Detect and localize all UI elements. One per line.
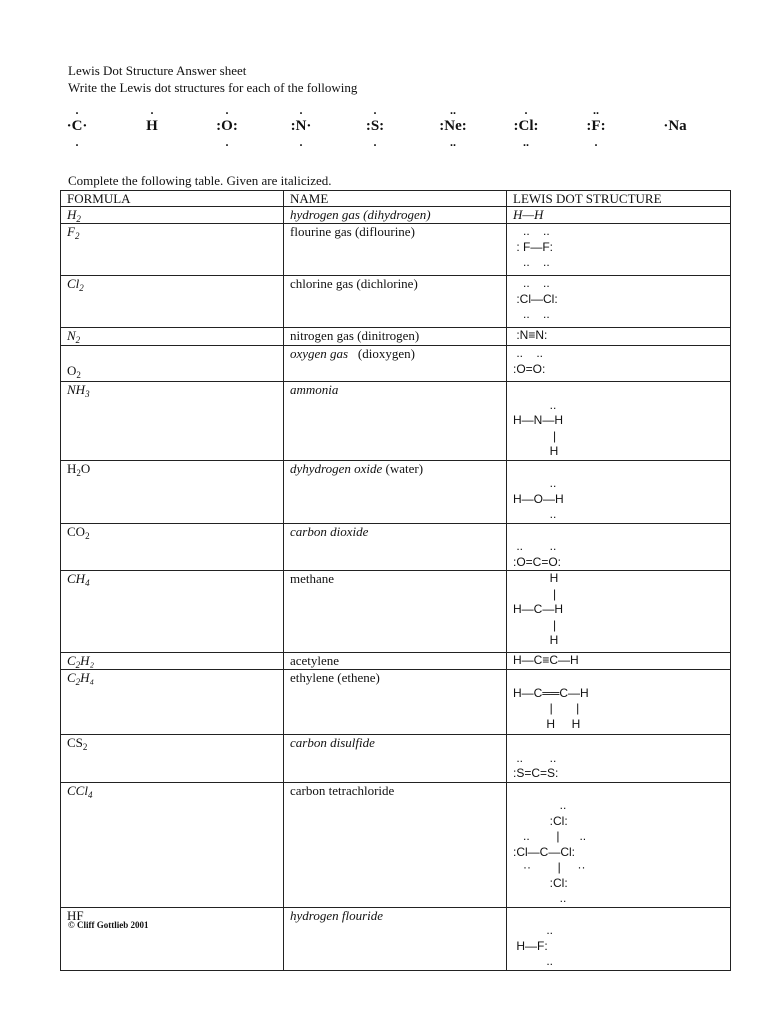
formula-main: CO (67, 523, 86, 539)
name-cell: carbon dioxide (284, 523, 507, 571)
formula-cell (61, 735, 284, 783)
element-symbol: :O: (216, 118, 238, 134)
formula-tail: H₂ (80, 653, 95, 668)
table-row (61, 460, 731, 523)
name-cell: flourine gas (diflourine) (284, 224, 507, 276)
lewis-structure: .. H—O—H .. (513, 476, 564, 521)
element-dots-top: . (524, 103, 528, 117)
table-row (61, 328, 731, 346)
formula-cell (61, 382, 284, 461)
formula-main: CH (67, 571, 86, 586)
formula-sub: 2 (75, 677, 81, 687)
formula-sub: 2 (75, 660, 81, 670)
lewis-cell (507, 523, 731, 571)
lewis-cell (507, 571, 731, 653)
lewis-cell (507, 907, 731, 970)
lewis-cell (507, 276, 731, 328)
formula-cell (61, 653, 284, 670)
element-hydrogen (117, 102, 187, 150)
lewis-structure: :N≡N: (513, 328, 548, 342)
copyright-footer: © Cliff Gottlieb 2001 (68, 920, 149, 930)
formula-cell (61, 224, 284, 276)
element-sodium (640, 102, 710, 150)
formula-main: CCl (67, 782, 88, 798)
element-dots-top: . (373, 103, 377, 117)
table-header-row (61, 191, 731, 207)
lewis-cell: H—H (507, 207, 731, 224)
formula-main: HF (67, 907, 84, 923)
lewis-structure: .. .. :O=C=O: (513, 539, 562, 569)
name-cell: hydrogen gas (dihydrogen) (284, 207, 507, 224)
name-cell: carbon tetrachloride (284, 782, 507, 907)
element-symbol: H (146, 118, 158, 134)
formula-cell (61, 346, 284, 382)
header-lewis: LEWIS DOT STRUCTURE (507, 191, 731, 207)
table-row (61, 735, 731, 783)
formula-main: F (67, 224, 75, 239)
name-cell: ammonia (284, 382, 507, 461)
formula-sub: 2 (79, 283, 84, 293)
element-fluorine (561, 102, 631, 150)
formula-cell (61, 782, 284, 907)
formula-main: C (67, 670, 76, 685)
lewis-structure: .. .. :Cl—Cl: .. .. (516, 276, 558, 321)
header-formula: FORMULA (61, 191, 284, 207)
lewis-cell (507, 735, 731, 783)
name-cell: ethylene (ethene) (284, 670, 507, 735)
lewis-cell (507, 224, 731, 276)
element-symbol: :S: (365, 118, 385, 134)
element-dots-top: . (225, 103, 229, 117)
lewis-structure: .. .. :O=O: (513, 346, 546, 376)
lewis-structure: H—C≡C—H (513, 653, 579, 667)
instruction-text: Write the Lewis dot structures for each of the following (68, 80, 358, 95)
element-dots-top: . (150, 103, 154, 117)
name-cell: acetylene (284, 653, 507, 670)
formula-cell (61, 907, 284, 970)
formula-main: H (67, 207, 77, 222)
formula-main: H (67, 460, 77, 476)
lewis-cell (507, 382, 731, 461)
element-oxygen (192, 102, 262, 150)
formula-cell (61, 460, 284, 523)
table-row (61, 571, 731, 653)
lewis-cell (507, 346, 731, 382)
lewis-cell (507, 460, 731, 523)
formula-main: NH (67, 382, 86, 397)
formula-tail: H₄ (80, 670, 95, 685)
formula-main: N (67, 328, 76, 343)
element-dots-top: . (299, 103, 303, 117)
lewis-cell (507, 782, 731, 907)
element-symbol: :N· (290, 118, 312, 134)
table-row (61, 346, 731, 382)
formula-sub: 4 (85, 578, 90, 588)
formula-main: C (67, 653, 76, 668)
lewis-cell (507, 653, 731, 670)
element-symbol: :F: (586, 118, 606, 134)
element-neon (418, 102, 488, 150)
element-dots-bottom: . (225, 135, 229, 149)
formula-sub: 2 (74, 231, 80, 241)
formula-main: Cl (67, 276, 80, 291)
page-title: Lewis Dot Structure Answer sheet (68, 63, 247, 78)
element-symbol: ·Na (663, 118, 687, 134)
name-italic: dyhydrogen oxide (290, 460, 383, 476)
table-row (61, 523, 731, 571)
formula-sub: 2 (76, 467, 81, 478)
name-cell: nitrogen gas (dinitrogen) (284, 328, 507, 346)
element-nitrogen (266, 102, 336, 150)
formula-cell (61, 207, 284, 224)
table-row (61, 382, 731, 461)
formula-sub: 2 (76, 370, 81, 380)
element-dots-bottom: . (75, 135, 79, 149)
formula-sub: 2 (76, 214, 81, 224)
table-row (61, 907, 731, 970)
element-dots-top: .. (593, 103, 599, 117)
lewis-structure: .. .. : F—F: .. .. (516, 224, 553, 269)
lewis-structure: .. H—N—H | H (513, 397, 563, 458)
element-dots-bottom: . (373, 135, 377, 149)
table-row (61, 782, 731, 907)
name-cell: methane (284, 571, 507, 653)
name-cell (284, 346, 507, 382)
element-sulfur (340, 102, 410, 150)
formula-sub: 2 (85, 530, 90, 541)
element-symbol: :Ne: (439, 118, 467, 134)
name-plain: (water) (385, 460, 424, 476)
lewis-structure: .. H—F: .. (516, 923, 554, 968)
element-dots-bottom: . (299, 135, 303, 149)
element-dots-top: .. (450, 103, 456, 117)
element-symbol: ·C· (66, 118, 88, 134)
formula-cell (61, 571, 284, 653)
lewis-structure: .. .. :S=C=S: (513, 750, 559, 780)
formula-tail: O (80, 460, 91, 476)
header-name: NAME (284, 191, 507, 207)
table-row (61, 276, 731, 328)
table-instruction: Complete the following table. Given are italicized. (68, 173, 332, 188)
formula-main: CS (67, 735, 83, 750)
element-dot-row (0, 102, 768, 150)
formula-sub: 4 (87, 789, 93, 800)
lewis-structure: H | H—C—H | H (513, 571, 563, 647)
table-row (61, 207, 731, 224)
formula-cell (61, 276, 284, 328)
name-cell: chlorine gas (dichlorine) (284, 276, 507, 328)
element-dots-bottom: . (594, 135, 598, 149)
formula-sub: 2 (82, 742, 88, 752)
name-italic: oxygen gas (290, 346, 349, 361)
lewis-cell (507, 670, 731, 735)
lewis-table (60, 190, 731, 971)
element-carbon (42, 102, 112, 150)
element-symbol: :Cl: (513, 118, 539, 134)
formula-cell (61, 670, 284, 735)
lewis-structure: .. :Cl: .. | .. :Cl—C—Cl: ·· | ·· :Cl: .. (513, 798, 587, 905)
name-cell: carbon disulfide (284, 735, 507, 783)
table-row (61, 670, 731, 735)
table-row (61, 224, 731, 276)
formula-sub: 3 (85, 389, 90, 399)
element-dots-top: . (75, 103, 79, 117)
formula-main: O (67, 363, 77, 378)
lewis-cell (507, 328, 731, 346)
table-row (61, 653, 731, 670)
formula-sub: 2 (75, 335, 81, 345)
formula-cell (61, 523, 284, 571)
element-dots-bottom: .. (450, 135, 456, 149)
element-chlorine (491, 102, 561, 150)
element-dots-bottom: .. (523, 135, 529, 149)
name-cell: hydrogen flouride (284, 907, 507, 970)
formula-cell (61, 328, 284, 346)
name-cell (284, 460, 507, 523)
lewis-structure: H—C══C—H | | H H (513, 685, 589, 731)
name-plain: (dioxygen) (357, 346, 415, 361)
